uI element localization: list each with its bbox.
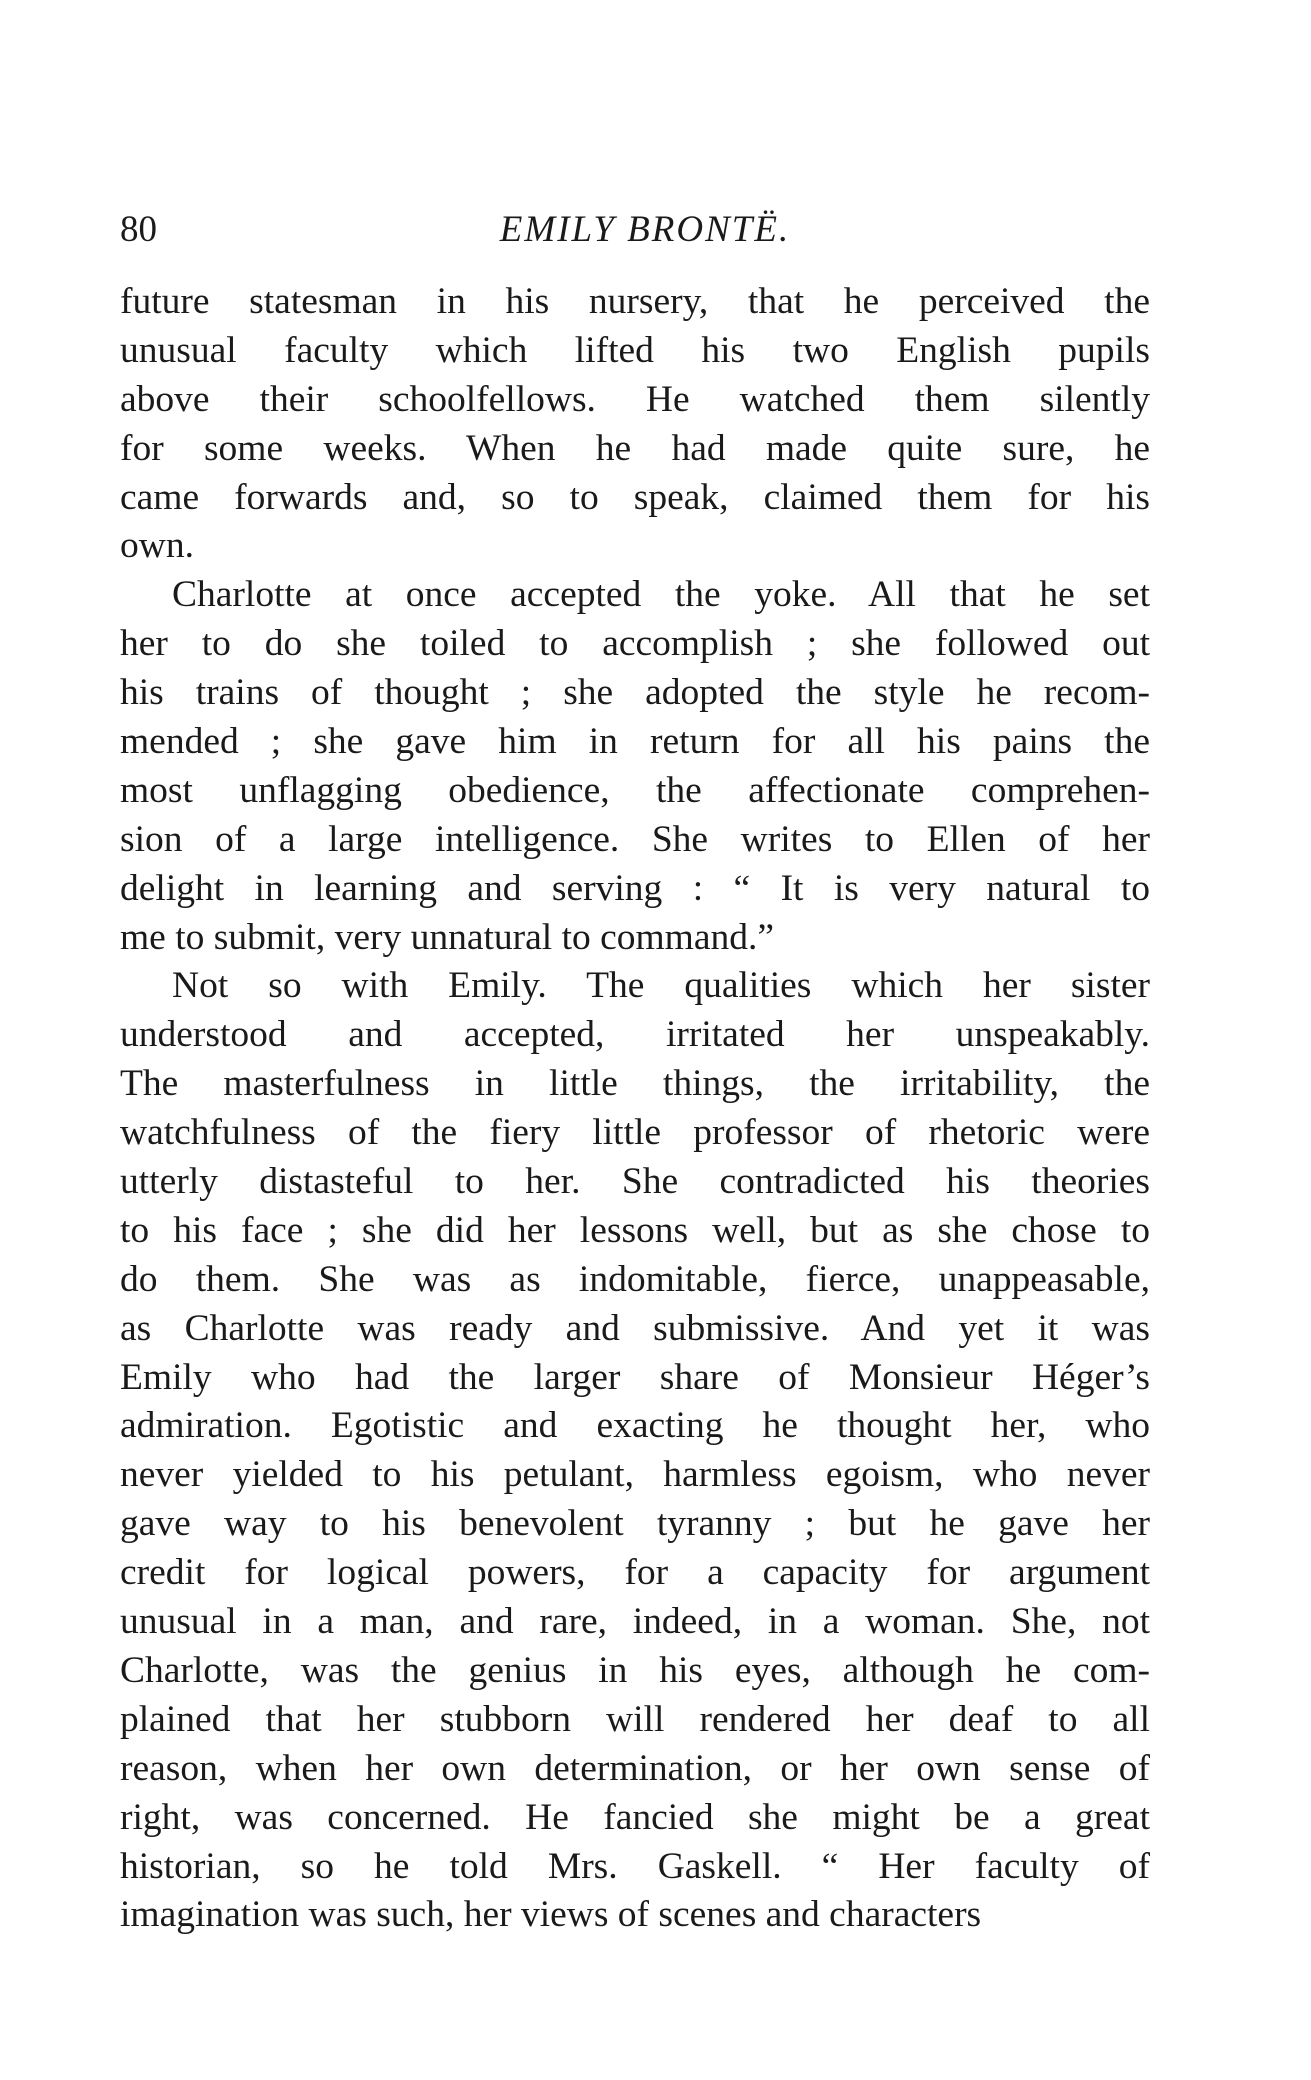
text-line: right, was concerned. He fancied she might be a great [120,1796,1150,1838]
text-line: Charlotte, was the genius in his eyes, although he com- [120,1649,1150,1691]
text-line: Charlotte at once accepted the yoke. All that he set [172,574,1150,616]
text-line: her to do she toiled to accomplish ; she followed out [120,623,1150,665]
text-line: own. [120,525,194,567]
paragraph [120,571,1150,962]
text-line: The masterfulness in little things, the irritability, the [120,1063,1150,1105]
body-text [120,278,1150,1940]
text-line: credit for logical powers, for a capacity for argument [120,1552,1150,1594]
running-title: EMILY BRONTË. [499,209,791,250]
text-line: reason, when her own determination, or her own sense of [120,1747,1150,1789]
text-line: unusual in a man, and rare, indeed, in a woman. She, not [120,1601,1150,1643]
page-header [120,208,1150,258]
text-line: mended ; she gave him in return for all his pains the [120,721,1150,763]
paragraph [120,962,1150,1940]
text-line: above their schoolfellows. He watched them silently [120,378,1150,420]
text-line: do them. She was as indomitable, fierce, unappeasable, [120,1258,1150,1300]
text-line: plained that her stubborn will rendered her deaf to all [120,1698,1150,1740]
text-line: most unflagging obedience, the affectionate comprehen- [120,769,1150,811]
text-line: delight in learning and serving : “ It is very natural to [120,867,1150,909]
text-line: came forwards and, so to speak, claimed them for his [120,476,1150,518]
text-line: imagination was such, her views of scenes and characters [120,1894,982,1936]
page-number: 80 [120,209,157,250]
text-line: sion of a large intelligence. She writes to Ellen of her [120,818,1150,860]
text-line: understood and accepted, irritated her unspeakably. [120,1014,1150,1056]
text-line: historian, so he told Mrs. Gaskell. “ Her faculty of [120,1845,1150,1887]
text-line: watchfulness of the fiery little professor of rhetoric were [120,1112,1150,1154]
text-line: utterly distasteful to her. She contradicted his theories [120,1161,1150,1203]
text-line: gave way to his benevolent tyranny ; but he gave her [120,1503,1150,1545]
text-line: Not so with Emily. The qualities which her sister [172,965,1150,1007]
text-line: to his face ; she did her lessons well, but as she chose to [120,1209,1150,1251]
text-line: future statesman in his nursery, that he perceived the [120,281,1150,322]
text-line: Emily who had the larger share of Monsieur Héger’s [120,1356,1150,1398]
text-line: his trains of thought ; she adopted the style he recom- [120,672,1150,714]
text-line: for some weeks. When he had made quite sure, he [120,427,1150,469]
text-line: as Charlotte was ready and submissive. And yet it was [120,1307,1150,1349]
paragraph [120,278,1150,571]
text-line: never yielded to his petulant, harmless egoism, who never [120,1454,1150,1496]
text-line: unusual faculty which lifted his two English pupils [120,329,1150,371]
text-line: admiration. Egotistic and exacting he thought her, who [120,1405,1150,1447]
text-line: me to submit, very unnatural to command.” [120,916,775,958]
